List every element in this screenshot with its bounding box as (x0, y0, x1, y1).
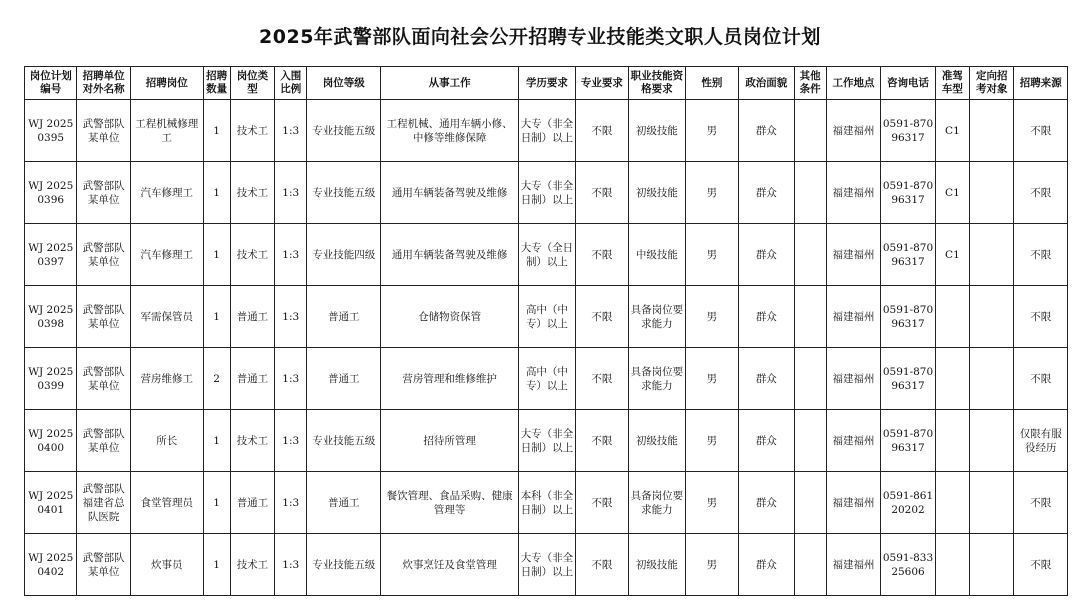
table-cell: C1 (935, 100, 969, 162)
table-cell: 1 (203, 100, 230, 162)
table-cell (970, 162, 1014, 224)
table-cell: 0591-87096317 (881, 162, 935, 224)
table-cell: 技术工 (230, 410, 274, 472)
table-row (25, 472, 1068, 534)
table-cell: 0591-86120202 (881, 472, 935, 534)
table-cell: 群众 (739, 162, 794, 224)
header-cell: 其他条件 (794, 67, 826, 100)
header-cell: 招聘来源 (1014, 67, 1068, 100)
table-cell: 1:3 (275, 534, 307, 596)
header-cell: 招聘单位对外名称 (77, 67, 130, 100)
table-cell: 技术工 (230, 534, 274, 596)
table-cell (935, 286, 969, 348)
header-cell: 专业要求 (575, 67, 628, 100)
header-cell: 咨询电话 (881, 67, 935, 100)
table-cell: 工程机械修理工 (130, 100, 203, 162)
header-cell: 学历要求 (519, 67, 575, 100)
table-cell: 专业技能四级 (307, 224, 381, 286)
table-cell: 炊事员 (130, 534, 203, 596)
header-cell: 性别 (685, 67, 738, 100)
table-row (25, 224, 1068, 286)
table-cell: 技术工 (230, 162, 274, 224)
table-cell: 武警部队某单位 (77, 348, 130, 410)
table-cell: 大专（全日制）以上 (519, 224, 575, 286)
table-cell: 通用车辆装备驾驶及维修 (381, 224, 519, 286)
table-cell: 具备岗位要求能力 (629, 286, 685, 348)
table-cell: 不限 (575, 472, 628, 534)
table-cell (794, 224, 826, 286)
header-cell: 准驾车型 (935, 67, 969, 100)
header-cell: 政治面貌 (739, 67, 794, 100)
header-cell: 职业技能资格要求 (629, 67, 685, 100)
table-cell: 福建福州 (826, 286, 880, 348)
table-cell: 1:3 (275, 410, 307, 472)
table-cell: 群众 (739, 472, 794, 534)
table-cell: 具备岗位要求能力 (629, 472, 685, 534)
header-cell: 岗位计划编号 (25, 67, 77, 100)
table-cell: WJ 20250401 (25, 472, 77, 534)
header-cell: 招聘岗位 (130, 67, 203, 100)
header-cell: 工作地点 (826, 67, 880, 100)
table-cell: 普通工 (307, 472, 381, 534)
header-row (25, 67, 1068, 100)
table-cell: 武警部队某单位 (77, 534, 130, 596)
table-cell: 武警部队某单位 (77, 100, 130, 162)
table-cell (935, 534, 969, 596)
table-cell: 招待所管理 (381, 410, 519, 472)
table-cell: 0591-87096317 (881, 286, 935, 348)
header-cell: 岗位类型 (230, 67, 274, 100)
header-cell: 从事工作 (381, 67, 519, 100)
table-cell: 工程机械、通用车辆小修、中修等维修保障 (381, 100, 519, 162)
table-cell (970, 410, 1014, 472)
table-cell: 福建福州 (826, 410, 880, 472)
table-cell: 男 (685, 100, 738, 162)
table-cell: 1 (203, 224, 230, 286)
table-cell (794, 472, 826, 534)
table-cell: 技术工 (230, 100, 274, 162)
table-cell (935, 472, 969, 534)
table-cell: 技术工 (230, 224, 274, 286)
table-cell: 普通工 (230, 286, 274, 348)
table-cell: 餐饮管理、食品采购、健康管理等 (381, 472, 519, 534)
table-cell: 不限 (1014, 286, 1068, 348)
table-cell: WJ 20250400 (25, 410, 77, 472)
table-cell (970, 348, 1014, 410)
table-cell: 大专（非全日制）以上 (519, 410, 575, 472)
table-cell: 炊事烹饪及食堂管理 (381, 534, 519, 596)
header-cell: 入围比例 (275, 67, 307, 100)
table-row (25, 348, 1068, 410)
table-cell: 0591-83325606 (881, 534, 935, 596)
table-cell: 不限 (1014, 224, 1068, 286)
table-cell: 普通工 (230, 348, 274, 410)
table-cell: 1:3 (275, 100, 307, 162)
table-cell: 不限 (1014, 534, 1068, 596)
table-cell: 武警部队某单位 (77, 162, 130, 224)
table-cell: 仓储物资保管 (381, 286, 519, 348)
table-cell: WJ 20250396 (25, 162, 77, 224)
table-cell: 武警部队某单位 (77, 286, 130, 348)
table-cell: 本科（非全日制）以上 (519, 472, 575, 534)
table-cell: 1 (203, 162, 230, 224)
table-cell: 高中（中专）以上 (519, 286, 575, 348)
table-cell: 高中（中专）以上 (519, 348, 575, 410)
table-cell: 初级技能 (629, 534, 685, 596)
table-cell: 普通工 (307, 348, 381, 410)
table-cell: 初级技能 (629, 100, 685, 162)
table-cell (970, 472, 1014, 534)
table-cell: 男 (685, 472, 738, 534)
table-cell: 男 (685, 286, 738, 348)
table-cell: 初级技能 (629, 162, 685, 224)
table-cell: 群众 (739, 348, 794, 410)
table-cell: 0591-87096317 (881, 410, 935, 472)
table-cell: WJ 20250399 (25, 348, 77, 410)
table-row (25, 410, 1068, 472)
table-cell (970, 286, 1014, 348)
table-cell: 不限 (1014, 100, 1068, 162)
table-cell: 群众 (739, 224, 794, 286)
table-cell: WJ 20250402 (25, 534, 77, 596)
table-cell: 通用车辆装备驾驶及维修 (381, 162, 519, 224)
table-cell: 不限 (575, 224, 628, 286)
table-cell: 群众 (739, 286, 794, 348)
table-cell: 具备岗位要求能力 (629, 348, 685, 410)
table-cell (794, 534, 826, 596)
table-cell: 福建福州 (826, 224, 880, 286)
table-cell (794, 348, 826, 410)
table-cell: 军需保管员 (130, 286, 203, 348)
table-cell: 群众 (739, 534, 794, 596)
table-row (25, 534, 1068, 596)
table-cell: 男 (685, 534, 738, 596)
table-cell: WJ 20250395 (25, 100, 77, 162)
table-cell: 0591-87096317 (881, 348, 935, 410)
table-cell: 不限 (1014, 472, 1068, 534)
job-plan-table (24, 66, 1068, 596)
table-cell: 大专（非全日制）以上 (519, 162, 575, 224)
table-cell: 不限 (1014, 162, 1068, 224)
header-cell: 招聘数量 (203, 67, 230, 100)
table-body (25, 100, 1068, 596)
table-cell: 不限 (575, 286, 628, 348)
table-cell: 营房维修工 (130, 348, 203, 410)
table-row (25, 286, 1068, 348)
table-cell: 大专（非全日制）以上 (519, 100, 575, 162)
table-cell: 不限 (575, 534, 628, 596)
table-cell: C1 (935, 162, 969, 224)
table-cell: 群众 (739, 100, 794, 162)
table-cell: 普通工 (230, 472, 274, 534)
table-cell: 营房管理和维修维护 (381, 348, 519, 410)
table-cell: 专业技能五级 (307, 100, 381, 162)
table-cell: C1 (935, 224, 969, 286)
table-cell: 汽车修理工 (130, 162, 203, 224)
table-cell: 1 (203, 286, 230, 348)
table-cell: 武警部队某单位 (77, 224, 130, 286)
table-cell: 0591-87096317 (881, 100, 935, 162)
table-cell: 武警部队福建省总队医院 (77, 472, 130, 534)
page-title: 2025年武警部队面向社会公开招聘专业技能类文职人员岗位计划 (259, 26, 821, 48)
table-cell: 男 (685, 224, 738, 286)
table-cell: 不限 (575, 348, 628, 410)
table-cell (794, 100, 826, 162)
table-cell (935, 348, 969, 410)
table-cell: 大专（非全日制）以上 (519, 534, 575, 596)
table-cell: 专业技能五级 (307, 162, 381, 224)
table-cell (970, 224, 1014, 286)
table-cell: 中级技能 (629, 224, 685, 286)
table-cell: 1 (203, 410, 230, 472)
table-cell (794, 410, 826, 472)
table-cell: 所长 (130, 410, 203, 472)
table-cell: 1:3 (275, 162, 307, 224)
table-cell: WJ 20250397 (25, 224, 77, 286)
table-cell (970, 100, 1014, 162)
table-cell (794, 286, 826, 348)
table-cell: 普通工 (307, 286, 381, 348)
table-cell: 群众 (739, 410, 794, 472)
table-cell (935, 410, 969, 472)
table-cell: 1:3 (275, 348, 307, 410)
table-cell: 1:3 (275, 472, 307, 534)
table-cell: 不限 (575, 162, 628, 224)
table-cell: 专业技能五级 (307, 410, 381, 472)
table-cell: 福建福州 (826, 100, 880, 162)
table-cell: 福建福州 (826, 348, 880, 410)
table-cell: 不限 (575, 100, 628, 162)
table-cell: 汽车修理工 (130, 224, 203, 286)
table-row (25, 162, 1068, 224)
table-cell: 福建福州 (826, 534, 880, 596)
header-cell: 岗位等级 (307, 67, 381, 100)
table-cell: 男 (685, 410, 738, 472)
table-cell: 武警部队某单位 (77, 410, 130, 472)
table-cell: 1:3 (275, 224, 307, 286)
table-cell: 仅限有服役经历 (1014, 410, 1068, 472)
header-cell: 定向招考对象 (970, 67, 1014, 100)
table-cell: 1 (203, 534, 230, 596)
table-row (25, 100, 1068, 162)
table-cell: WJ 20250398 (25, 286, 77, 348)
table-cell: 福建福州 (826, 162, 880, 224)
table-cell: 食堂管理员 (130, 472, 203, 534)
table-cell: 男 (685, 348, 738, 410)
table-cell (794, 162, 826, 224)
table-cell: 1 (203, 472, 230, 534)
table-cell (970, 534, 1014, 596)
table-cell: 初级技能 (629, 410, 685, 472)
table-cell: 专业技能五级 (307, 534, 381, 596)
table-cell: 1:3 (275, 286, 307, 348)
table-cell: 男 (685, 162, 738, 224)
table-cell: 不限 (575, 410, 628, 472)
table-cell: 福建福州 (826, 472, 880, 534)
table-cell: 不限 (1014, 348, 1068, 410)
table-cell: 2 (203, 348, 230, 410)
table-cell: 0591-87096317 (881, 224, 935, 286)
